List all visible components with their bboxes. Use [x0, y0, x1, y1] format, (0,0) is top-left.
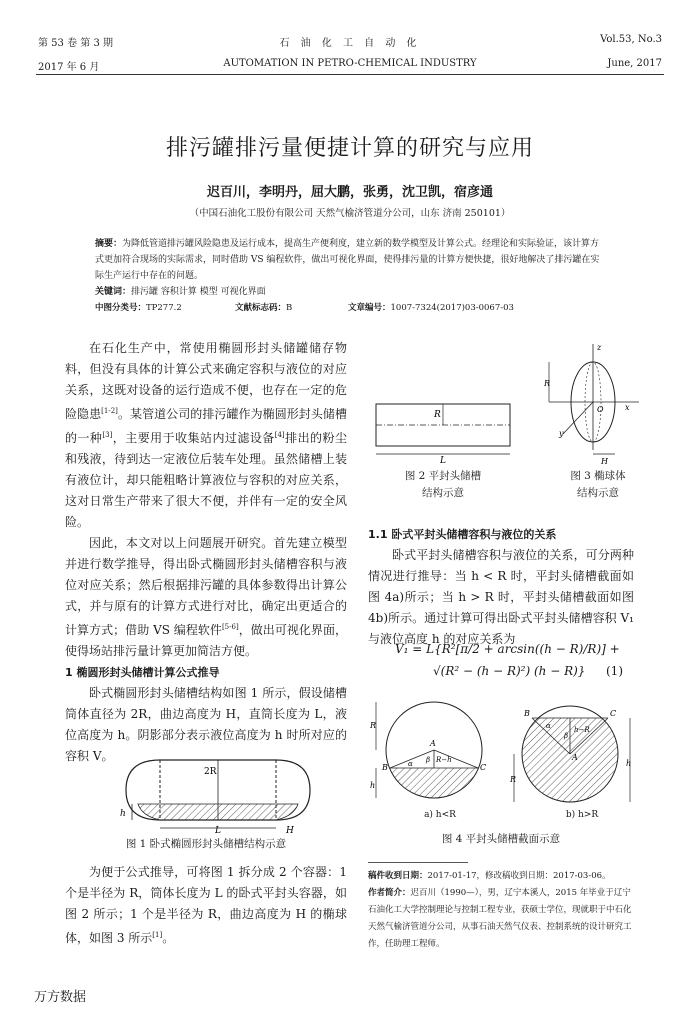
keywords — [95, 284, 605, 300]
received-label: 稿件收到日期： — [368, 871, 428, 881]
figure-4b-section — [510, 698, 638, 806]
paper-title: 排污罐排污量便捷计算的研究与应用 — [165, 136, 534, 161]
author-bio: 迟百川（1990—），男，辽宁本溪人，2015 年毕业于辽宁石油化工大学控制理论与控制工程专业，获硕士学位，现就职于中石化天然气榆济管道分公司，从事石油天然气仪表、控制系统的设计研究工作，任助理工程师。 — [368, 888, 632, 949]
figure-3-caption-a: 图 3 椭球体 — [570, 470, 626, 482]
footnote — [368, 868, 634, 953]
figure-3-caption-b: 结构示意 — [577, 487, 619, 499]
keywords-text: 排污罐 容积计算 模型 可视化界面 — [131, 287, 266, 297]
figure-4-caption: 图 4 平封头储槽截面示意 — [441, 833, 561, 845]
header-journal-cn: 石 油 化 工 自 动 化 — [279, 38, 421, 49]
fig4b-label-c: C — [610, 709, 617, 718]
fig4a-label-a: A — [430, 739, 436, 748]
ref-1-2: [1-2] — [101, 407, 118, 415]
fig4b-label-hr: h−R — [574, 726, 590, 734]
figure-2-caption — [383, 468, 503, 502]
fig4b-label-r: R — [510, 775, 517, 784]
figure-2-caption-b: 结构示意 — [422, 487, 464, 499]
fig3-label-h: H — [601, 457, 608, 466]
author-list: 迟百川，李明丹，屈大鹏，张勇，沈卫凯，宿彦通 — [206, 185, 493, 200]
section-heading-1-1: 1.1 卧式平封头储槽容积与液位的关系 — [368, 528, 557, 541]
keywords-label: 关键词： — [95, 287, 132, 297]
header-rule — [36, 74, 664, 75]
left-column-bottom — [65, 862, 347, 949]
fig4a-label-b: B — [382, 763, 388, 772]
abstract — [95, 236, 605, 284]
left-column — [65, 338, 347, 767]
section-heading-1: 1 椭圆形封头储槽计算公式推导 — [65, 666, 220, 679]
fig2-label-l: L — [440, 456, 446, 466]
fig4a-label-beta: β — [426, 756, 431, 764]
paragraph-flat-tank: 卧式平封头储槽容积与液位的关系，可分两种情况进行推导：当 h < R 时，平封头储槽截面如图 4a)所示；当 h > R 时，平封头储槽截面如图 4b)所示。通过计算可得出卧式平封头储槽容积 V₁ 与液位高度 h 的对应关系为 — [368, 548, 634, 646]
fig4a-label-c: C — [480, 763, 487, 772]
fig1-label-2r: 2R — [204, 767, 217, 777]
ref-3: [3] — [102, 431, 113, 439]
footnote-received — [368, 868, 634, 885]
ref-5-6: [5-6] — [221, 623, 239, 631]
ref-4: [4] — [274, 431, 285, 439]
doc-code-label: 文献标志码： — [235, 303, 287, 313]
header-vol-en: Vol.53, No.3 — [600, 34, 662, 45]
fig3-label-z: z — [597, 343, 602, 352]
clc-label: 中图分类号： — [95, 303, 147, 313]
fig4a-label-r: R — [370, 721, 377, 730]
footnote-author — [368, 885, 634, 953]
paragraph-intro: 在石化生产中，常使用椭圆形封头储罐储存物料，但没有具体的计算公式来确定容积与液位的对应关系，这既对设备的运行造成不便，也存在一定的危险隐患[1-2]。某管道公司的排污罐作为椭圆形封头储槽的一种[3]，主要用于收集站内过滤设备[4]排出的粉尘和残液，待到达一定液位后装车处理。虽然储槽上装有液位计，却只能粗略计算液位与容积的对应关系，这对日常生产带来了很大不便，并伴有一定的安全风险。 — [65, 341, 347, 529]
ref-1: [1] — [152, 931, 163, 939]
figure-3-ellipsoid — [545, 338, 645, 466]
fig4b-label-beta: β — [564, 732, 569, 740]
fig4a-label-rh: R−h — [436, 756, 452, 764]
header-journal-en: AUTOMATION IN PETRO-CHEMICAL INDUSTRY — [223, 58, 477, 69]
meta-line — [95, 300, 605, 316]
article-no-value: 1007-7324(2017)03-0067-03 — [390, 303, 514, 313]
figure-2-caption-a: 图 2 平封头储槽 — [404, 470, 482, 482]
received-value: 2017-01-17，修改稿收到日期：2017-03-06。 — [427, 871, 611, 881]
header-volume: 第 53 卷 第 3 期 — [38, 38, 113, 49]
abstract-label: 摘要： — [95, 239, 123, 249]
figure-3-caption — [548, 468, 648, 502]
header-date: 2017 年 6 月 — [38, 62, 100, 73]
fig3-label-x: x — [625, 403, 630, 412]
fig4b-label-alpha: α — [546, 722, 551, 730]
fig1-label-cap-h: H — [286, 826, 294, 836]
fig4a-label-alpha: α — [408, 760, 413, 768]
affiliation: （中国石油化工股份有限公司 天然气榆济管道分公司，山东 济南 250101） — [189, 208, 511, 219]
author-bio-label: 作者简介： — [368, 888, 411, 898]
fig4a-label-h: h — [370, 781, 376, 790]
figure-4a-section — [368, 698, 496, 806]
figure-1-caption: 图 1 卧式椭圆形封头储槽结构示意 — [125, 838, 287, 850]
clc-value: TP277.2 — [146, 303, 182, 313]
paragraph-split: 为便于公式推导，可将图 1 拆分成 2 个容器：1 个是半径为 R，筒体长度为 L 的卧式平封头容器，如图 2 所示；1 个是半径为 R，曲边高度为 H 的椭球体，如图 3 所示[1]。 — [65, 865, 347, 945]
formula-number: (1) — [606, 664, 623, 678]
fig4b-label-a: A — [572, 753, 578, 762]
right-column — [368, 524, 634, 650]
fig1-label-h: h — [120, 809, 126, 819]
fig3-label-o: O — [597, 405, 604, 414]
fig3-label-y: y — [559, 429, 564, 438]
article-no-label: 文章编号： — [348, 303, 391, 313]
fig3-label-r: R — [544, 379, 551, 388]
abstract-text: 为降低管道排污罐风险隐患及运行成本，提高生产便利度，建立新的数学模型及计算公式。经理论和实际验证，该计算方式更加符合现场的实际需求，同时借助 VS 编程软件，做出可视化界面，使得排污量的计算方便快捷，很好地解决了排污罐在实际生产运行中存在的问题。 — [95, 239, 600, 281]
figure-4a-caption: a) h<R — [424, 810, 456, 820]
header-date-en: June, 2017 — [607, 58, 662, 69]
watermark: 万方数据 — [34, 990, 87, 1005]
figure-4b-caption: b) h>R — [565, 810, 599, 820]
figure-2-flat-tank — [368, 386, 518, 466]
doc-code-value: B — [286, 303, 293, 313]
formula-line-2: √(R² − (h − R)²) (h − R)} — [433, 664, 586, 678]
formula-line-1: V₁ = L{R²[π/2 + arcsin((h − R)/R)] + — [395, 642, 620, 656]
fig2-label-r: R — [434, 410, 441, 420]
abstract-block — [95, 236, 605, 316]
fig4b-label-b: B — [524, 709, 530, 718]
fig4b-label-h: h — [626, 759, 632, 768]
paragraph-structure: 卧式椭圆形封头储槽结构如图 1 所示，假设储槽筒体直径为 2R，曲边高度为 H，直筒长度为 L，液位高度为 h。阴影部分表示液位高度为 h 时所对应的容积 V。 — [65, 686, 347, 763]
footnote-rule — [368, 862, 468, 863]
fig1-label-l: L — [215, 826, 221, 836]
figure-1-tank — [118, 752, 318, 834]
paragraph-plan: 因此，本文对以上问题展开研究。首先建立模型并进行数学推导，得出卧式椭圆形封头储槽容积与液位对应关系；然后根据排污罐的具体参数得出计算公式，并与原有的计算方式进行对比，确定出更适合的计算方式；借助 VS 编程软件[5-6]，做出可视化界面，使得场站排污量计算更加简洁方便。 — [65, 536, 347, 658]
